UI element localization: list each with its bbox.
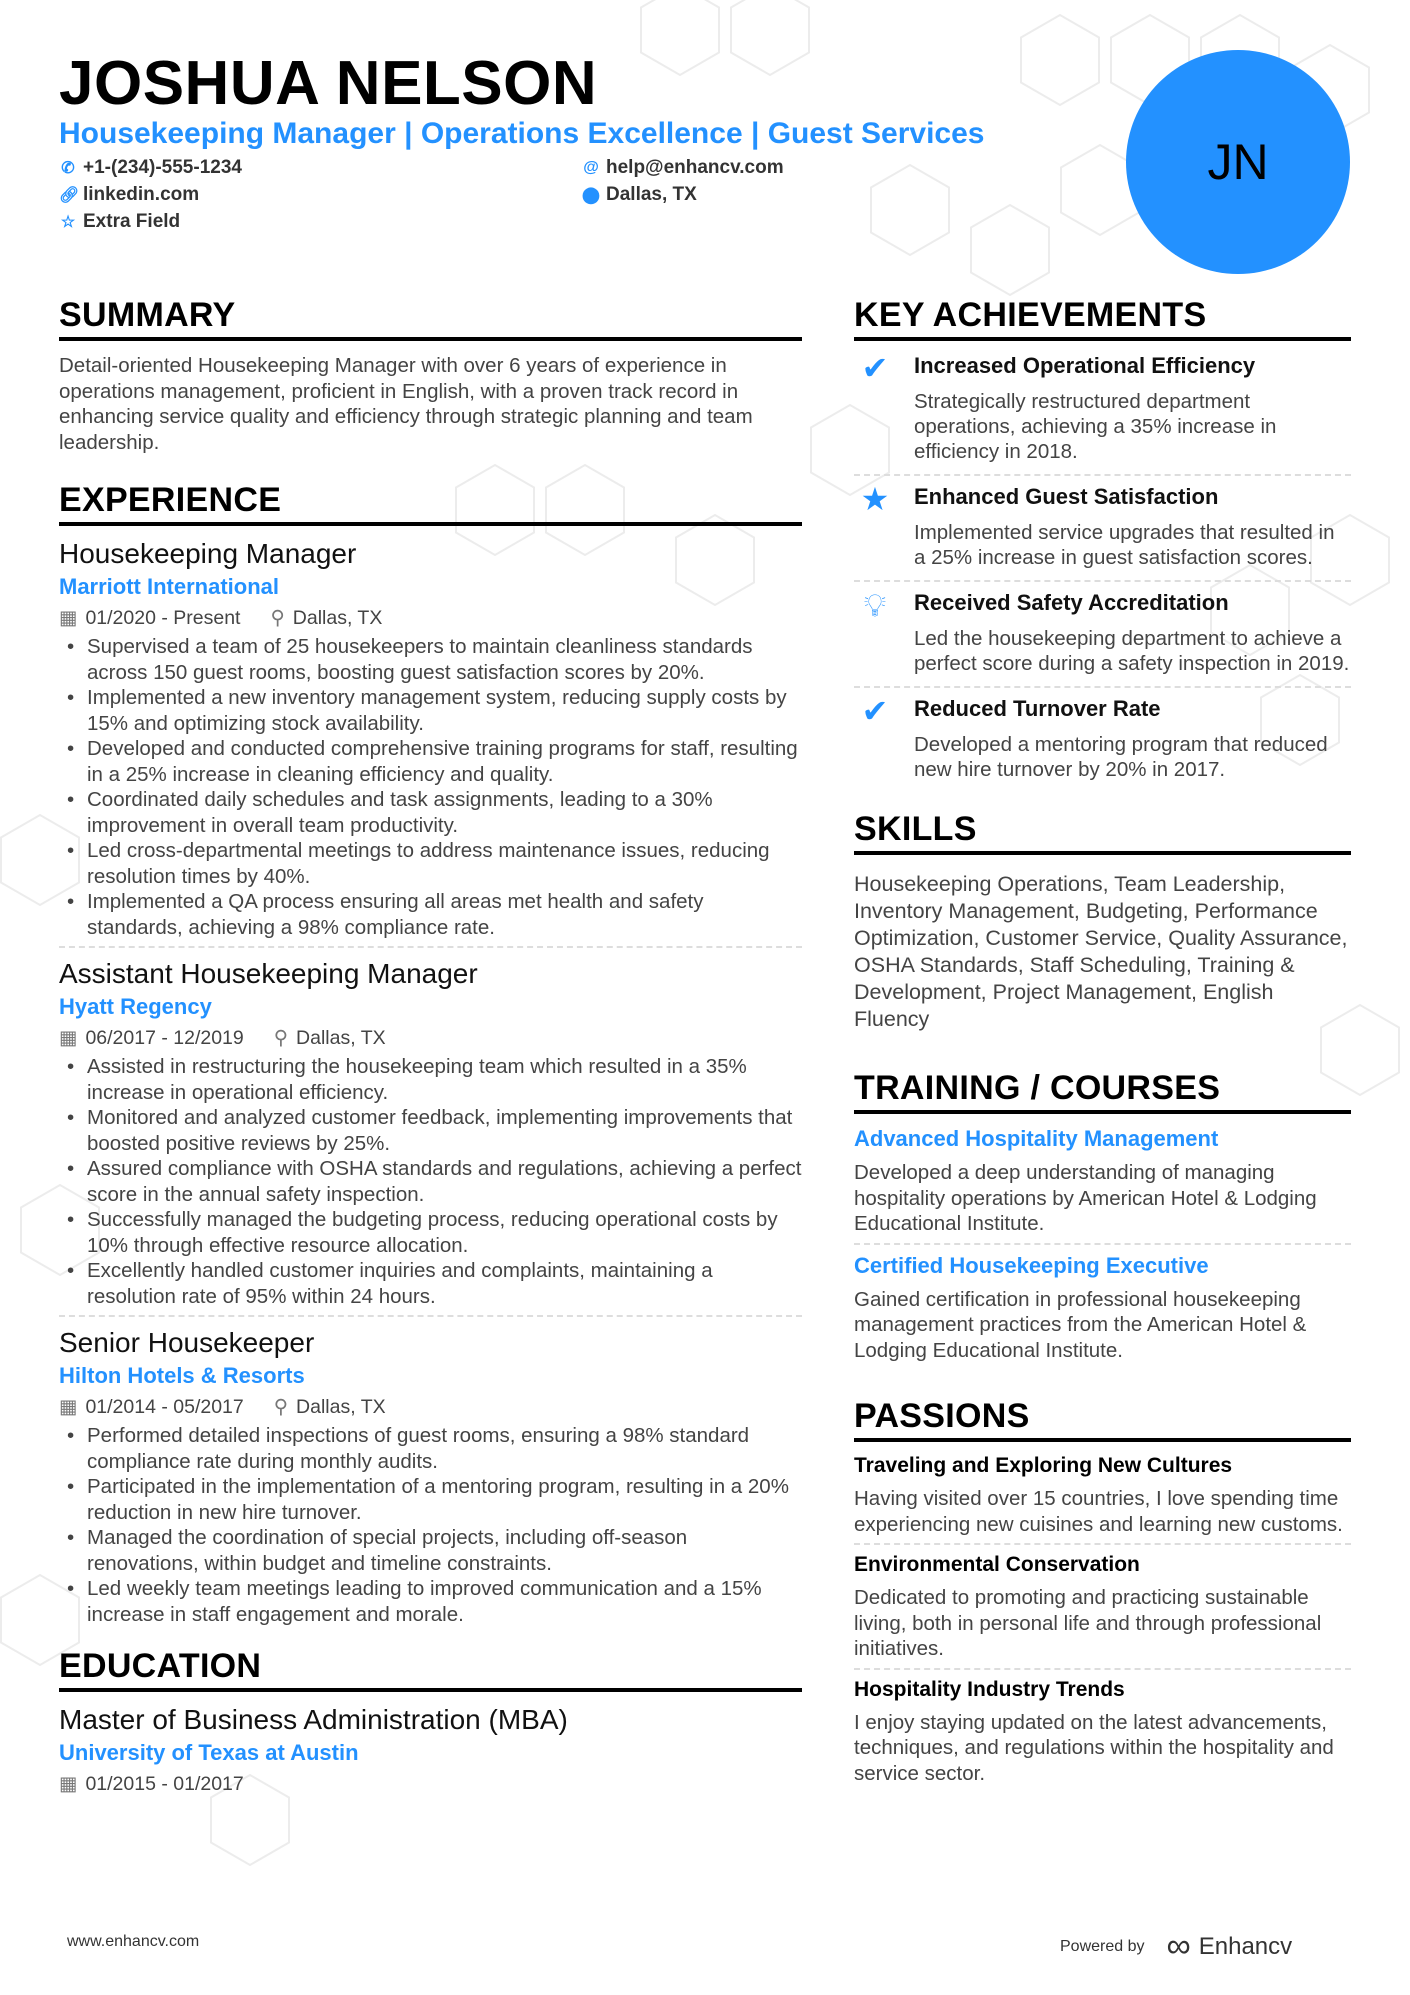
summary-text: Detail-oriented Housekeeping Manager with over 6 years of experience in operations management, proficient in English, with a proven track record in enhancing service quality and efficiency through strategic planning and team leadership. <box>59 354 753 454</box>
linkedin[interactable] <box>59 184 199 206</box>
achievement-text: Developed a mentoring program that reduced new hire turnover by 20% in 2017. <box>914 733 1328 781</box>
calendar-icon: ▦ <box>59 1773 78 1795</box>
passions-section <box>854 1397 1351 1792</box>
phone-text: +1-(234)-555-1234 <box>83 157 242 178</box>
degree: Master of Business Administration (MBA) <box>59 1704 568 1735</box>
star-icon: ★ <box>860 481 890 517</box>
achievement-item <box>854 688 1351 792</box>
course-title: Certified Housekeeping Executive <box>854 1252 1209 1278</box>
hexagon-shape <box>641 0 719 75</box>
skills-text: Housekeeping Operations, Team Leadership, Inventory Management, Budgeting, Performance Optimization, Customer Service, Quality Assurance, OSHA Standards, Staff Scheduling, Training & Development, Project Management, English Fluency <box>854 872 1348 1031</box>
bullet-item: • Implemented a new inventory management system, reducing supply costs by 15% and optimizing stock availability. <box>59 685 802 736</box>
school: University of Texas at Austin <box>59 1740 359 1765</box>
candidate-name: JOSHUA NELSON <box>59 49 598 118</box>
footer-url[interactable]: www.enhancv.com <box>67 1933 200 1950</box>
phone-icon: ✆ <box>61 160 75 177</box>
skills-section <box>854 810 1351 1033</box>
location-text: Dallas, TX <box>606 184 697 205</box>
job-meta <box>59 1026 802 1050</box>
check-icon: ✔ <box>861 350 889 386</box>
avatar-initials: JN <box>1207 134 1269 190</box>
passion-text: Having visited over 15 countries, I love spending time experiencing new cuisines and learning new customs. <box>854 1487 1343 1536</box>
infinity-icon: ∞ <box>1166 1927 1191 1965</box>
hexagon-shape <box>871 165 949 255</box>
brand-text: Enhancv <box>1198 1932 1293 1960</box>
dates-text: 01/2015 - 01/2017 <box>85 1773 244 1795</box>
company-name: Hilton Hotels & Resorts <box>59 1363 305 1388</box>
summary-section <box>59 296 802 455</box>
hexagon-shape <box>1021 15 1099 105</box>
passion-title: Environmental Conservation <box>854 1553 1140 1576</box>
passion-title: Hospitality Industry Trends <box>854 1677 1125 1701</box>
job-dates: 06/2017 - 12/2019 <box>85 1027 244 1049</box>
extra-field <box>59 211 180 233</box>
job-location: Dallas, TX <box>296 1027 386 1049</box>
email[interactable] <box>582 157 784 179</box>
enhancv-logo <box>1167 1927 1293 1966</box>
linkedin-text[interactable]: linkedin.com <box>83 184 200 205</box>
company-name: Marriott International <box>59 574 280 599</box>
course-item <box>854 1126 1351 1245</box>
map-pin-icon: ⚲ <box>273 1027 289 1049</box>
job-title: Housekeeping Manager <box>59 538 357 569</box>
job-bullets <box>59 1054 802 1309</box>
passion-text: Dedicated to promoting and practicing sustainable living, both in personal life and through professional initiatives. <box>854 1586 1322 1660</box>
bullet-item: • Coordinated daily schedules and task assignments, leading to a 30% improvement in overall team productivity. <box>59 787 802 838</box>
achievement-text: Led the housekeeping department to achieve a perfect score during a safety inspection in 2019. <box>914 627 1350 675</box>
achievement-title: Enhanced Guest Satisfaction <box>914 484 1219 509</box>
bullet-item: • Performed detailed inspections of guest rooms, ensuring a 98% standard compliance rate during monthly audits. <box>59 1423 802 1474</box>
section-title: PASSIONS <box>854 1397 1351 1442</box>
job-dates: 01/2020 - Present <box>85 607 241 629</box>
check-icon: ✔ <box>861 693 889 729</box>
job-meta <box>59 606 802 630</box>
education-section <box>59 1647 802 1796</box>
bullet-item: • Supervised a team of 25 housekeepers to maintain cleanliness standards across 150 guest rooms, boosting guest satisfaction scores by 20%. <box>59 634 802 685</box>
achievement-title: Reduced Turnover Rate <box>914 696 1161 721</box>
location <box>582 184 697 206</box>
bullet-item: • Developed and conducted comprehensive training programs for staff, resulting in a 25% increase in cleaning efficiency and quality. <box>59 736 802 787</box>
email-text[interactable]: help@enhancv.com <box>606 157 784 178</box>
job-meta <box>59 1395 802 1419</box>
bullet-item: • Excellently handled customer inquiries and complaints, maintaining a resolution rate of 95% within 24 hours. <box>59 1258 802 1309</box>
hexagon-shape <box>731 0 809 75</box>
company-name: Hyatt Regency <box>59 994 212 1019</box>
job-dates: 01/2014 - 05/2017 <box>85 1396 244 1418</box>
left-column <box>59 296 802 1822</box>
passion-item <box>854 1678 1351 1793</box>
hexagon-shape <box>971 205 1049 295</box>
at-icon: @ <box>583 159 599 176</box>
passion-item <box>854 1553 1351 1670</box>
extra-field-text: Extra Field <box>83 211 181 232</box>
job-location: Dallas, TX <box>292 607 383 629</box>
achievement-text: Implemented service upgrades that resulted in a 25% increase in guest satisfaction scores. <box>914 521 1335 569</box>
job-entry <box>59 958 802 1317</box>
job-entry <box>59 538 802 948</box>
right-column <box>854 296 1351 1818</box>
passion-title: Traveling and Exploring New Cultures <box>854 1454 1233 1477</box>
job-location: Dallas, TX <box>296 1396 386 1418</box>
course-item <box>854 1253 1351 1370</box>
bullet-item: • Successfully managed the budgeting process, reducing operational costs by 10% through effective resource allocation. <box>59 1207 802 1258</box>
job-bullets <box>59 634 802 940</box>
map-pin-icon: ⚲ <box>270 607 285 629</box>
calendar-icon: ▦ <box>59 607 78 629</box>
bullet-item: • Participated in the implementation of a mentoring program, resulting in a 20% reduction in new hire turnover. <box>59 1474 802 1525</box>
job-title: Senior Housekeeper <box>59 1327 315 1358</box>
lightbulb-icon: 💡︎ <box>863 587 887 623</box>
avatar <box>1126 50 1350 274</box>
bullet-item: • Led weekly team meetings leading to improved communication and a 15% increase in staff engagement and morale. <box>59 1576 802 1627</box>
section-title: SKILLS <box>854 810 1351 855</box>
link-icon: 🔗︎ <box>59 187 80 204</box>
passion-text: I enjoy staying updated on the latest advancements, techniques, and regulations within the hospitality and service sector. <box>854 1710 1334 1785</box>
course-title: Advanced Hospitality Management <box>854 1126 1219 1151</box>
experience-section <box>59 481 802 1633</box>
section-title: SUMMARY <box>59 296 802 341</box>
bullet-item: • Led cross-departmental meetings to address maintenance issues, reducing resolution times by 40%. <box>59 838 802 889</box>
achievement-title: Received Safety Accreditation <box>914 590 1229 615</box>
education-dates <box>59 1772 802 1796</box>
achievement-title: Increased Operational Efficiency <box>914 353 1256 378</box>
calendar-icon: ▦ <box>59 1396 78 1418</box>
map-pin-icon: ⚲ <box>273 1396 289 1418</box>
achievement-item <box>854 476 1351 582</box>
bullet-item: • Assured compliance with OSHA standards and regulations, achieving a perfect score in the annual safety inspection. <box>59 1156 802 1207</box>
training-section <box>854 1069 1351 1369</box>
bullet-item: • Managed the coordination of special projects, including off-season renovations, within budget and timeline constraints. <box>59 1525 802 1576</box>
bullet-item: • Implemented a QA process ensuring all areas met health and safety standards, achieving a 98% compliance rate. <box>59 889 802 940</box>
course-text: Gained certification in professional housekeeping management practices from the American Hotel & Lodging Educational Institute. <box>854 1287 1307 1362</box>
footer-branding <box>1060 1927 1292 1966</box>
powered-by-text: Powered by <box>1060 1937 1145 1955</box>
section-title: TRAINING / COURSES <box>854 1069 1351 1114</box>
achievement-item <box>854 582 1351 688</box>
bullet-item: • Monitored and analyzed customer feedback, implementing improvements that boosted positive reviews by 25%. <box>59 1105 802 1156</box>
course-text: Developed a deep understanding of managing hospitality operations by American Hotel & Lodging Educational Institute. <box>854 1161 1317 1235</box>
star-outline-icon: ☆ <box>60 214 76 231</box>
section-title: KEY ACHIEVEMENTS <box>854 296 1351 341</box>
bullet-item: • Assisted in restructuring the housekeeping team which resulted in a 35% increase in operational efficiency. <box>59 1054 802 1105</box>
headline: Housekeeping Manager | Operations Excellence | Guest Services <box>59 117 985 150</box>
passion-item <box>854 1454 1351 1545</box>
phone <box>59 157 242 179</box>
section-title: EXPERIENCE <box>59 481 802 526</box>
job-bullets <box>59 1423 802 1627</box>
achievement-item <box>854 345 1351 476</box>
achievement-text: Strategically restructured department operations, achieving a 35% increase in efficiency in 2018. <box>914 390 1277 463</box>
job-title: Assistant Housekeeping Manager <box>59 958 478 989</box>
job-entry <box>59 1327 802 1633</box>
calendar-icon: ▦ <box>59 1027 78 1049</box>
map-pin-icon: ⬤ <box>582 187 600 204</box>
section-title: EDUCATION <box>59 1647 802 1692</box>
achievements-section <box>854 296 1351 792</box>
